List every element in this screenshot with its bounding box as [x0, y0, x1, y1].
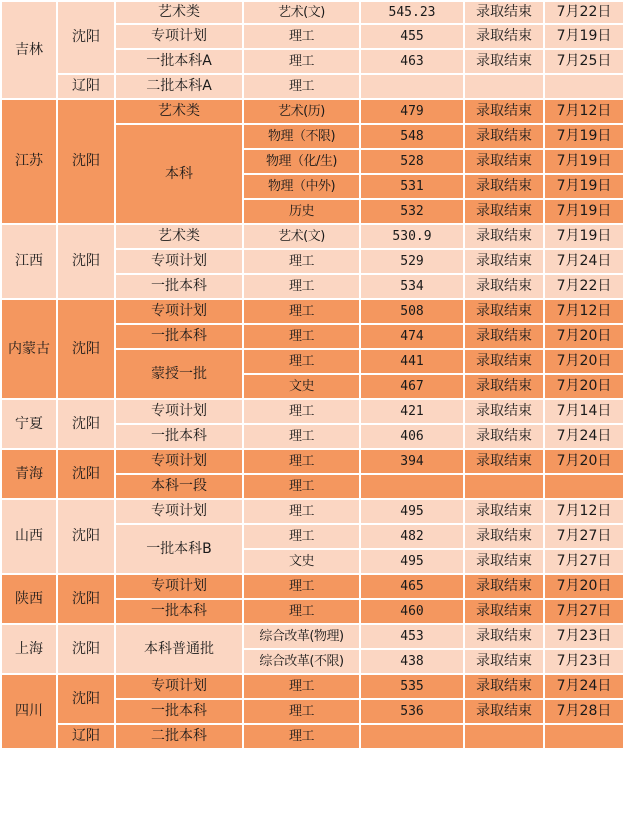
- table-row: [1, 724, 623, 749]
- batch-cell: 本科: [115, 124, 243, 224]
- subject-type-cell: 物理（中外): [243, 174, 360, 199]
- min-score-cell: 474: [360, 324, 464, 349]
- date-cell: 7月20日: [544, 574, 623, 599]
- campus-cell: 沈阳: [57, 399, 115, 449]
- subject-type-cell: 艺术(文): [243, 224, 360, 249]
- status-cell: 录取结束: [464, 224, 544, 249]
- province-cell: 山西: [1, 499, 57, 574]
- min-score-cell: 465: [360, 574, 464, 599]
- subject-type-cell: 综合改革(物理): [243, 624, 360, 649]
- batch-cell: 艺术类: [115, 1, 243, 24]
- min-score-cell: [360, 74, 464, 99]
- min-score-cell: 453: [360, 624, 464, 649]
- table-row: [1, 224, 623, 249]
- status-cell: 录取结束: [464, 624, 544, 649]
- status-cell: 录取结束: [464, 399, 544, 424]
- subject-type-cell: 理工: [243, 674, 360, 699]
- date-cell: 7月25日: [544, 49, 623, 74]
- min-score-cell: 495: [360, 499, 464, 524]
- min-score-cell: 534: [360, 274, 464, 299]
- subject-type-cell: 理工: [243, 574, 360, 599]
- subject-type-cell: 文史: [243, 374, 360, 399]
- campus-cell: 沈阳: [57, 624, 115, 674]
- date-cell: 7月23日: [544, 624, 623, 649]
- date-cell: 7月12日: [544, 299, 623, 324]
- date-cell: [544, 724, 623, 749]
- min-score-cell: 528: [360, 149, 464, 174]
- campus-cell: 沈阳: [57, 99, 115, 224]
- status-cell: [464, 724, 544, 749]
- date-cell: 7月22日: [544, 274, 623, 299]
- campus-cell: 沈阳: [57, 499, 115, 574]
- subject-type-cell: 理工: [243, 424, 360, 449]
- batch-cell: 专项计划: [115, 299, 243, 324]
- min-score-cell: 467: [360, 374, 464, 399]
- status-cell: 录取结束: [464, 574, 544, 599]
- date-cell: 7月27日: [544, 549, 623, 574]
- province-cell: 四川: [1, 674, 57, 749]
- min-score-cell: 529: [360, 249, 464, 274]
- campus-cell: 沈阳: [57, 224, 115, 299]
- subject-type-cell: 理工: [243, 249, 360, 274]
- date-cell: 7月19日: [544, 224, 623, 249]
- min-score-cell: 394: [360, 449, 464, 474]
- campus-cell: 辽阳: [57, 74, 115, 99]
- min-score-cell: 482: [360, 524, 464, 549]
- subject-type-cell: 理工: [243, 399, 360, 424]
- status-cell: 录取结束: [464, 1, 544, 24]
- min-score-cell: 421: [360, 399, 464, 424]
- date-cell: 7月12日: [544, 99, 623, 124]
- date-cell: 7月23日: [544, 649, 623, 674]
- date-cell: 7月28日: [544, 699, 623, 724]
- province-cell: 宁夏: [1, 399, 57, 449]
- batch-cell: 艺术类: [115, 99, 243, 124]
- status-cell: 录取结束: [464, 424, 544, 449]
- subject-type-cell: 理工: [243, 49, 360, 74]
- status-cell: [464, 74, 544, 99]
- date-cell: 7月20日: [544, 324, 623, 349]
- subject-type-cell: 艺术(历): [243, 99, 360, 124]
- province-cell: 吉林: [1, 1, 57, 99]
- min-score-cell: 479: [360, 99, 464, 124]
- subject-type-cell: 理工: [243, 274, 360, 299]
- date-cell: 7月24日: [544, 249, 623, 274]
- date-cell: 7月19日: [544, 124, 623, 149]
- min-score-cell: 532: [360, 199, 464, 224]
- table-row: [1, 574, 623, 599]
- status-cell: 录取结束: [464, 599, 544, 624]
- subject-type-cell: 理工: [243, 299, 360, 324]
- date-cell: 7月19日: [544, 174, 623, 199]
- batch-cell: 二批本科: [115, 724, 243, 749]
- date-cell: 7月19日: [544, 24, 623, 49]
- subject-type-cell: 综合改革(不限): [243, 649, 360, 674]
- min-score-cell: 530.9: [360, 224, 464, 249]
- date-cell: 7月24日: [544, 424, 623, 449]
- subject-type-cell: 理工: [243, 324, 360, 349]
- min-score-cell: 535: [360, 674, 464, 699]
- status-cell: 录取结束: [464, 274, 544, 299]
- date-cell: 7月20日: [544, 349, 623, 374]
- date-cell: 7月19日: [544, 149, 623, 174]
- subject-type-cell: 物理（化/生): [243, 149, 360, 174]
- min-score-cell: 463: [360, 49, 464, 74]
- table-row: [1, 99, 623, 124]
- table-row: [1, 624, 623, 649]
- status-cell: 录取结束: [464, 174, 544, 199]
- status-cell: 录取结束: [464, 699, 544, 724]
- table-row: [1, 299, 623, 324]
- batch-cell: 专项计划: [115, 449, 243, 474]
- date-cell: 7月14日: [544, 399, 623, 424]
- subject-type-cell: 理工: [243, 24, 360, 49]
- date-cell: 7月27日: [544, 524, 623, 549]
- subject-type-cell: 理工: [243, 474, 360, 499]
- subject-type-cell: 理工: [243, 724, 360, 749]
- campus-cell: 沈阳: [57, 674, 115, 724]
- batch-cell: 一批本科A: [115, 49, 243, 74]
- batch-cell: 蒙授一批: [115, 349, 243, 399]
- table-row: [1, 449, 623, 474]
- status-cell: 录取结束: [464, 374, 544, 399]
- date-cell: 7月20日: [544, 449, 623, 474]
- subject-type-cell: 理工: [243, 499, 360, 524]
- table-row: [1, 1, 623, 24]
- min-score-cell: 536: [360, 699, 464, 724]
- subject-type-cell: 文史: [243, 549, 360, 574]
- status-cell: 录取结束: [464, 324, 544, 349]
- status-cell: 录取结束: [464, 249, 544, 274]
- batch-cell: 本科一段: [115, 474, 243, 499]
- min-score-cell: 438: [360, 649, 464, 674]
- status-cell: 录取结束: [464, 49, 544, 74]
- status-cell: 录取结束: [464, 449, 544, 474]
- status-cell: 录取结束: [464, 349, 544, 374]
- campus-cell: 沈阳: [57, 574, 115, 624]
- subject-type-cell: 艺术(文): [243, 1, 360, 24]
- min-score-cell: 460: [360, 599, 464, 624]
- batch-cell: 一批本科: [115, 274, 243, 299]
- batch-cell: 专项计划: [115, 499, 243, 524]
- status-cell: 录取结束: [464, 149, 544, 174]
- date-cell: 7月24日: [544, 674, 623, 699]
- batch-cell: 一批本科: [115, 599, 243, 624]
- subject-type-cell: 理工: [243, 449, 360, 474]
- date-cell: [544, 74, 623, 99]
- campus-cell: 沈阳: [57, 299, 115, 399]
- status-cell: 录取结束: [464, 499, 544, 524]
- status-cell: 录取结束: [464, 299, 544, 324]
- min-score-cell: 545.23: [360, 1, 464, 24]
- min-score-cell: 406: [360, 424, 464, 449]
- date-cell: 7月19日: [544, 199, 623, 224]
- province-cell: 内蒙古: [1, 299, 57, 399]
- province-cell: 陕西: [1, 574, 57, 624]
- subject-type-cell: 理工: [243, 599, 360, 624]
- min-score-cell: [360, 474, 464, 499]
- status-cell: [464, 474, 544, 499]
- min-score-cell: 548: [360, 124, 464, 149]
- batch-cell: 一批本科: [115, 424, 243, 449]
- subject-type-cell: 理工: [243, 524, 360, 549]
- batch-cell: 一批本科B: [115, 524, 243, 574]
- batch-cell: 一批本科: [115, 699, 243, 724]
- table-row: [1, 74, 623, 99]
- status-cell: 录取结束: [464, 24, 544, 49]
- table-row: [1, 399, 623, 424]
- batch-cell: 专项计划: [115, 574, 243, 599]
- status-cell: 录取结束: [464, 199, 544, 224]
- batch-cell: 一批本科: [115, 324, 243, 349]
- province-cell: 青海: [1, 449, 57, 499]
- date-cell: 7月27日: [544, 599, 623, 624]
- date-cell: 7月20日: [544, 374, 623, 399]
- province-cell: 江西: [1, 224, 57, 299]
- date-cell: 7月22日: [544, 1, 623, 24]
- status-cell: 录取结束: [464, 674, 544, 699]
- min-score-cell: 508: [360, 299, 464, 324]
- status-cell: 录取结束: [464, 649, 544, 674]
- min-score-cell: [360, 724, 464, 749]
- min-score-cell: 495: [360, 549, 464, 574]
- campus-cell: 沈阳: [57, 1, 115, 74]
- province-cell: 江苏: [1, 99, 57, 224]
- campus-cell: 沈阳: [57, 449, 115, 499]
- table-row: [1, 499, 623, 524]
- campus-cell: 辽阳: [57, 724, 115, 749]
- province-cell: 上海: [1, 624, 57, 674]
- batch-cell: 专项计划: [115, 399, 243, 424]
- subject-type-cell: 理工: [243, 74, 360, 99]
- batch-cell: 专项计划: [115, 24, 243, 49]
- table-row: [1, 674, 623, 699]
- subject-type-cell: 理工: [243, 699, 360, 724]
- batch-cell: 二批本科A: [115, 74, 243, 99]
- batch-cell: 专项计划: [115, 674, 243, 699]
- batch-cell: 艺术类: [115, 224, 243, 249]
- min-score-cell: 441: [360, 349, 464, 374]
- admissions-table-body: [1, 1, 623, 749]
- subject-type-cell: 历史: [243, 199, 360, 224]
- status-cell: 录取结束: [464, 524, 544, 549]
- status-cell: 录取结束: [464, 549, 544, 574]
- min-score-cell: 455: [360, 24, 464, 49]
- status-cell: 录取结束: [464, 99, 544, 124]
- batch-cell: 本科普通批: [115, 624, 243, 674]
- status-cell: 录取结束: [464, 124, 544, 149]
- min-score-cell: 531: [360, 174, 464, 199]
- date-cell: [544, 474, 623, 499]
- date-cell: 7月12日: [544, 499, 623, 524]
- subject-type-cell: 物理（不限): [243, 124, 360, 149]
- batch-cell: 专项计划: [115, 249, 243, 274]
- subject-type-cell: 理工: [243, 349, 360, 374]
